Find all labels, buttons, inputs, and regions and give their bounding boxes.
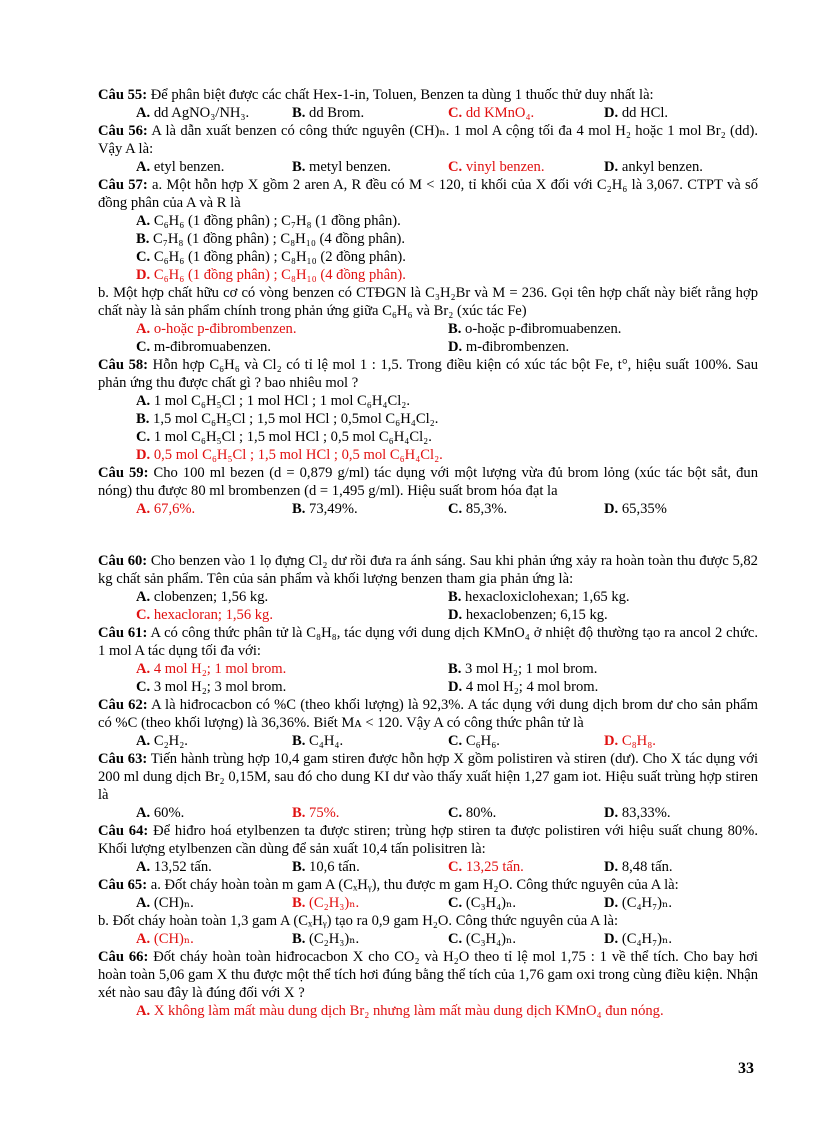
option-a: A. 60%. bbox=[136, 805, 185, 821]
option-b: B. 10,6 tấn. bbox=[292, 859, 360, 875]
option-d: D. m-đibrombenzen. bbox=[448, 339, 570, 355]
question-text: a. Đốt cháy hoàn toàn m gam A (CₓHᵧ), thu được m gam H₂O. Công thức nguyên của A là: bbox=[150, 877, 679, 893]
option-d: D. ankyl benzen. bbox=[604, 159, 703, 175]
question-55 bbox=[98, 86, 758, 104]
options-61-2 bbox=[98, 678, 758, 696]
options-60 bbox=[98, 588, 758, 606]
question-text: Đốt cháy hoàn toàn hiđrocacbon X cho CO₂ và H₂O theo tỉ lệ mol 1,75 : 1 về thể tích. Cho bay hơi hoàn toàn 5,06 gam X thu được một thể tích hơi đúng bằng thể tích của 1,76 gam oxi trong cùng điều kiện. Nhận xét nào sau đây là đúng đối với X ? bbox=[98, 949, 758, 1001]
option-b-answer: B. (C₂H₃)ₙ. bbox=[292, 895, 360, 911]
option-a: A. dd AgNO₃/NH₃. bbox=[136, 105, 250, 121]
option-b: B. 73,49%. bbox=[292, 501, 358, 517]
option-b: B. hexacloxiclohexan; 1,65 kg. bbox=[448, 589, 630, 605]
option-d: D. (C₄H₇)ₙ. bbox=[604, 931, 672, 947]
option-a-answer: A. (CH)ₙ. bbox=[136, 931, 194, 947]
option-a: A. etyl benzen. bbox=[136, 159, 225, 175]
question-label: Câu 57: bbox=[98, 177, 148, 193]
question-text: A là dẫn xuất benzen có công thức nguyên (CH)ₙ. 1 mol A cộng tối đa 4 mol H₂ hoặc 1 mol Br₂ (dd). Vậy A là: bbox=[98, 123, 758, 157]
options-56 bbox=[98, 158, 758, 176]
question-label: Câu 62: bbox=[98, 697, 148, 713]
question-label: Câu 56: bbox=[98, 123, 148, 139]
option-b: B. dd Brom. bbox=[292, 105, 365, 121]
question-label: Câu 55: bbox=[98, 87, 148, 103]
question-63 bbox=[98, 750, 758, 804]
question-62 bbox=[98, 696, 758, 732]
option-a: A. 1 mol C₆H₅Cl ; 1 mol HCl ; 1 mol C₆H₄Cl₂. bbox=[136, 393, 410, 409]
options-60-2 bbox=[98, 606, 758, 624]
option-b: B. metyl benzen. bbox=[292, 159, 391, 175]
option-d: D. 83,33%. bbox=[604, 805, 671, 821]
question-65b: b. Đốt cháy hoàn toàn 1,3 gam A (CₓHᵧ) tạo ra 0,9 gam H₂O. Công thức nguyên của A là: bbox=[98, 913, 619, 929]
option-c: C. 1 mol C₆H₅Cl ; 1,5 mol HCl ; 0,5 mol C₆H₄Cl₂. bbox=[136, 429, 432, 445]
option-c: C. C₆H₆. bbox=[448, 733, 500, 749]
option-b-answer: B. 75%. bbox=[292, 805, 340, 821]
question-label: Câu 64: bbox=[98, 823, 149, 839]
option-a-answer: A. X không làm mất màu dung dịch Br₂ nhưng làm mất màu dung dịch KMnO₄ đun nóng. bbox=[136, 1003, 664, 1019]
page-number: 33 bbox=[738, 1060, 754, 1077]
question-text: a. Một hỗn hợp X gồm 2 aren A, R đều có M < 120, tỉ khối của X đối với C₂H₆ là 3,067. CTPT và số đồng phân của A và R là bbox=[98, 177, 758, 211]
option-c: C. 80%. bbox=[448, 805, 497, 821]
option-c: C. 85,3%. bbox=[448, 501, 508, 517]
option-b: B. o-hoặc p-đibromuabenzen. bbox=[448, 321, 622, 337]
option-d: D. 65,35% bbox=[604, 501, 667, 517]
question-text: Để hiđro hoá etylbenzen ta được stiren; trùng hợp stiren ta được polistiren với hiệu suất chung 80%. Khối lượng etylbenzen cần dùng để sản xuất 10,4 tấn polisitren là: bbox=[98, 823, 758, 857]
question-label: Câu 61: bbox=[98, 625, 148, 641]
options-59 bbox=[98, 500, 758, 518]
option-b: B. C₄H₄. bbox=[292, 733, 344, 749]
option-a: A. clobenzen; 1,56 kg. bbox=[136, 589, 269, 605]
question-text: Tiến hành trùng hợp 10,4 gam stiren được hỗn hợp X gồm polistiren và stiren (dư). Cho X tác dụng với 200 ml dung dịch Br₂ 0,15M, sau đó cho dung KI dư vào thấy xuất hiện 1,27 gam iot. Hiệu suất trùng hợp stiren là bbox=[98, 751, 759, 803]
option-d: D. 4 mol H₂; 4 mol brom. bbox=[448, 679, 599, 695]
question-label: Câu 66: bbox=[98, 949, 149, 965]
option-b: B. 1,5 mol C₆H₅Cl ; 1,5 mol HCl ; 0,5mol C₆H₄Cl₂. bbox=[136, 411, 439, 427]
options-62 bbox=[98, 732, 758, 750]
question-59 bbox=[98, 464, 758, 500]
question-text: Cho benzen vào 1 lọ đựng Cl₂ dư rồi đưa ra ánh sáng. Sau khi phản ứng xảy ra hoàn toàn thu được 5,82 kg chất sản phẩm. Tên của sản phẩm và khối lượng benzen tham gia phản ứng là: bbox=[98, 553, 758, 587]
option-d-answer: D. C₆H₆ (1 đồng phân) ; C₈H₁₀ (4 đồng phân). bbox=[136, 267, 406, 283]
option-b: B. 3 mol H₂; 1 mol brom. bbox=[448, 661, 598, 677]
option-d-answer: D. C₈H₈. bbox=[604, 733, 656, 749]
question-text: A là hiđrocacbon có %C (theo khối lượng) là 92,3%. A tác dụng với dung dịch brom dư cho sản phẩm có %C (theo khối lượng) là 36,36%. Biết Mᴀ < 120. Vậy A có công thức phân tử là bbox=[98, 697, 759, 731]
option-b: B. (C₂H₃)ₙ. bbox=[292, 931, 360, 947]
option-a: A. C₂H₂. bbox=[136, 733, 188, 749]
option-c-answer: C. hexacloran; 1,56 kg. bbox=[136, 607, 274, 623]
option-c-answer: C. 13,25 tấn. bbox=[448, 859, 524, 875]
question-66 bbox=[98, 948, 758, 1002]
options-65b bbox=[98, 930, 758, 948]
options-63 bbox=[98, 804, 758, 822]
question-58 bbox=[98, 356, 758, 392]
question-60 bbox=[98, 552, 758, 588]
option-c: C. (C₃H₄)ₙ. bbox=[448, 895, 516, 911]
question-57b: b. Một hợp chất hữu cơ có vòng benzen có CTĐGN là C₃H₂Br và M = 236. Gọi tên hợp chất này biết rằng hợp chất này là sản phẩm chính trong phản ứng giữa C₆H₆ và Br₂ (xúc tác Fe) bbox=[98, 285, 758, 319]
options-57b-2 bbox=[98, 338, 758, 356]
option-a: A. C₆H₆ (1 đồng phân) ; C₇H₈ (1 đồng phân). bbox=[136, 213, 401, 229]
question-text: Để phân biệt được các chất Hex-1-in, Toluen, Benzen ta dùng 1 thuốc thử duy nhất là: bbox=[150, 87, 654, 103]
option-d: D. dd HCl. bbox=[604, 105, 669, 121]
question-label: Câu 60: bbox=[98, 553, 148, 569]
question-65 bbox=[98, 876, 758, 894]
options-65 bbox=[98, 894, 758, 912]
question-label: Câu 65: bbox=[98, 877, 148, 893]
options-61 bbox=[98, 660, 758, 678]
question-64 bbox=[98, 822, 758, 858]
question-text: A có công thức phân tử là C₈H₈, tác dụng với dung dịch KMnO₄ ở nhiệt độ thường tạo ra ancol 2 chức. 1 mol A tác dụng tối đa với: bbox=[98, 625, 758, 659]
option-c: C. m-đibromuabenzen. bbox=[136, 339, 271, 355]
question-57 bbox=[98, 176, 758, 212]
option-c-answer: C. vinyl benzen. bbox=[448, 159, 545, 175]
option-d: D. (C₄H₇)ₙ. bbox=[604, 895, 672, 911]
question-text: Cho 100 ml bezen (d = 0,879 g/ml) tác dụng với một lượng vừa đủ brom lỏng (xúc tác bột sắt, đun nóng) thu được 80 ml brombenzen (d = 1,495 g/ml). Hiệu suất brom hóa đạt la bbox=[98, 465, 758, 499]
question-text: Hỗn hợp C₆H₆ và Cl₂ có tỉ lệ mol 1 : 1,5. Trong điều kiện có xúc tác bột Fe, t°, hiệu suất 100%. Sau phản ứng thu được chất gì ? bao nhiêu mol ? bbox=[98, 357, 758, 391]
option-d: D. hexaclobenzen; 6,15 kg. bbox=[448, 607, 608, 623]
option-c: C. C₆H₆ (1 đồng phân) ; C₈H₁₀ (2 đồng phân). bbox=[136, 249, 406, 265]
option-a: A. 13,52 tấn. bbox=[136, 859, 212, 875]
options-57b bbox=[98, 320, 758, 338]
option-c-answer: C. dd KMnO₄. bbox=[448, 105, 535, 121]
options-55 bbox=[98, 104, 758, 122]
option-d-answer: D. 0,5 mol C₆H₅Cl ; 1,5 mol HCl ; 0,5 mol C₆H₄Cl₂. bbox=[136, 447, 443, 463]
option-a: A. (CH)ₙ. bbox=[136, 895, 194, 911]
options-64 bbox=[98, 858, 758, 876]
spacer bbox=[98, 518, 758, 552]
option-d: D. 8,48 tấn. bbox=[604, 859, 673, 875]
option-a-answer: A. o-hoặc p-đibrombenzen. bbox=[136, 321, 297, 337]
question-label: Câu 59: bbox=[98, 465, 149, 481]
option-a-answer: A. 67,6%. bbox=[136, 501, 196, 517]
option-c: C. 3 mol H₂; 3 mol brom. bbox=[136, 679, 287, 695]
option-b: B. C₇H₈ (1 đồng phân) ; C₈H₁₀ (4 đồng phân). bbox=[136, 231, 406, 247]
question-label: Câu 63: bbox=[98, 751, 148, 767]
option-c: C. (C₃H₄)ₙ. bbox=[448, 931, 516, 947]
question-61 bbox=[98, 624, 758, 660]
question-label: Câu 58: bbox=[98, 357, 149, 373]
question-list bbox=[98, 86, 758, 1020]
option-a-answer: A. 4 mol H₂; 1 mol brom. bbox=[136, 661, 287, 677]
question-56 bbox=[98, 122, 758, 158]
